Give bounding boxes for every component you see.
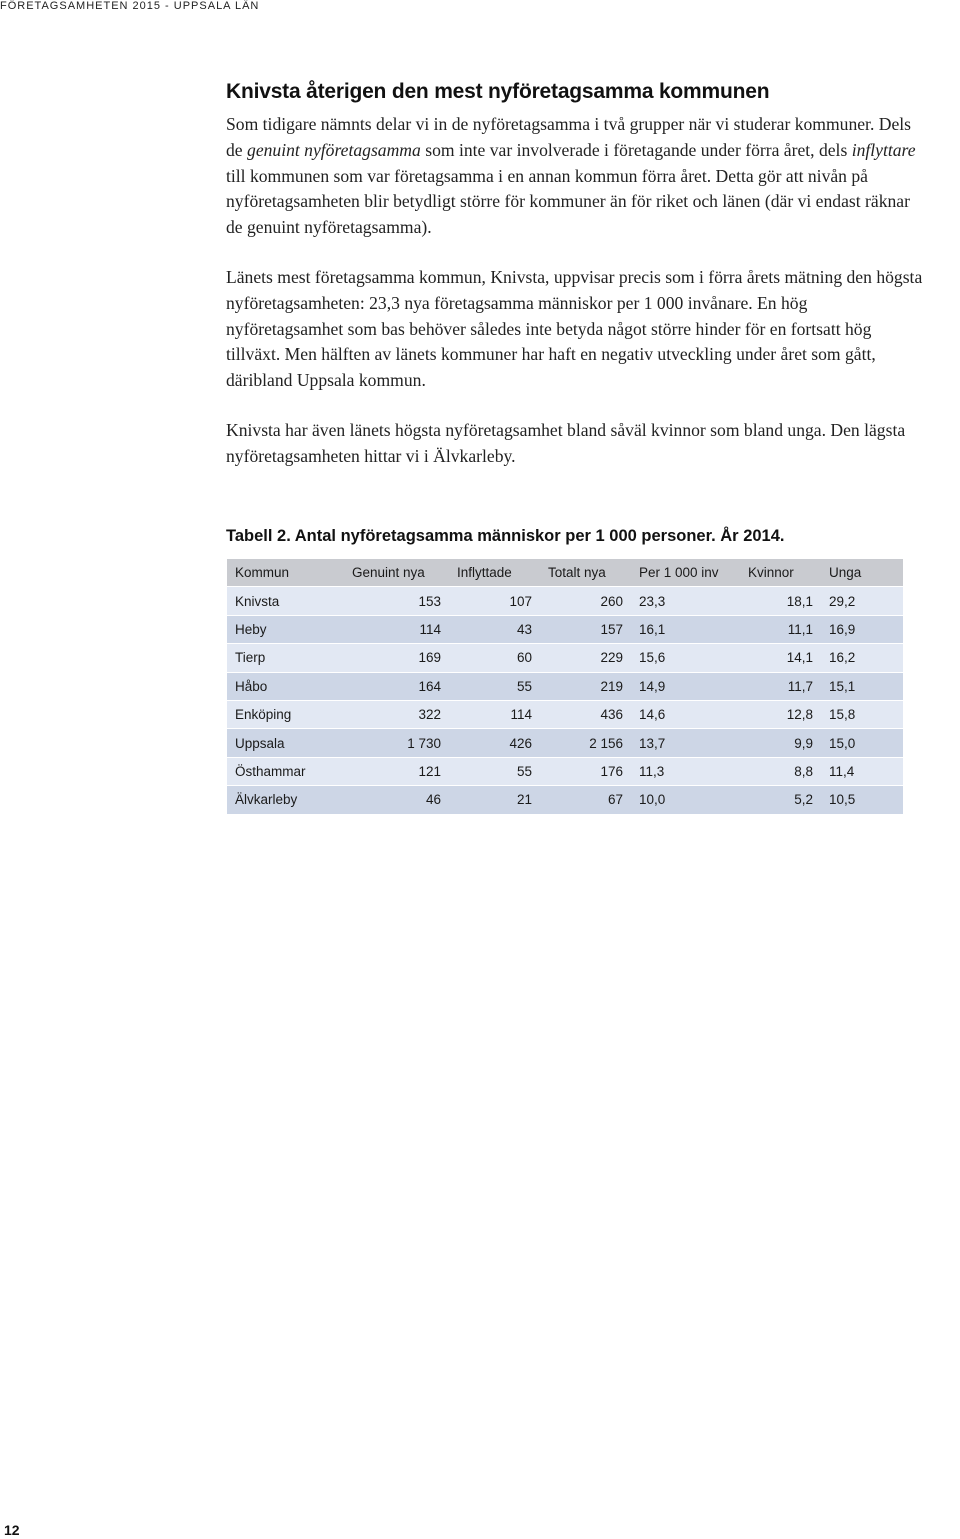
table-cell-value: 29,2 bbox=[821, 587, 903, 615]
table-cell-value: 16,2 bbox=[821, 644, 903, 672]
table-cell-kommun: Heby bbox=[227, 615, 344, 643]
table-cell-value: 219 bbox=[540, 672, 631, 700]
table-row bbox=[227, 757, 903, 785]
table-cell-value: 14,9 bbox=[631, 672, 740, 700]
table-cell-kommun: Håbo bbox=[227, 672, 344, 700]
table-cell-kommun: Tierp bbox=[227, 644, 344, 672]
table-row bbox=[227, 672, 903, 700]
paragraph-2: Länets mest företagsamma kommun, Knivsta, uppvisar precis som i förra årets mätning den högsta nyföretagsamheten: 23,3 nya företagsamma människor per 1 000 invånare. En hög nyföretagsamhet som bas behöver således inte betyda något större hinder för en fortsatt hög tillväxt. Men hälften av länets kommuner har haft en negativ utveckling under året som gått, däribland Uppsala kommun. bbox=[226, 266, 923, 391]
table-cell-value: 1 730 bbox=[344, 729, 449, 757]
table-cell-value: 11,3 bbox=[631, 757, 740, 785]
table-cell-value: 43 bbox=[449, 615, 540, 643]
table-cell-value: 229 bbox=[540, 644, 631, 672]
table-cell-value: 60 bbox=[449, 644, 540, 672]
table-cell-value: 15,0 bbox=[821, 729, 903, 757]
table-cell-value: 153 bbox=[344, 587, 449, 615]
table-body bbox=[227, 587, 903, 814]
paragraph-1-text-a: Som tidigare nämnts delar vi in de nyföretagsamma i två grupper när vi studerar kommuner. Dels de bbox=[226, 114, 911, 160]
table-cell-value: 322 bbox=[344, 700, 449, 728]
paragraph-3: Knivsta har även länets högsta nyföretagsamhet bland såväl kvinnor som bland unga. Den lägsta nyföretagsamheten hittar vi i Älvkarleby. bbox=[226, 419, 906, 466]
data-table bbox=[227, 559, 903, 815]
table-cell-value: 67 bbox=[540, 786, 631, 814]
table-cell-value: 5,2 bbox=[740, 786, 821, 814]
table-cell-value: 2 156 bbox=[540, 729, 631, 757]
table-cell-value: 21 bbox=[449, 786, 540, 814]
table-cell-value: 13,7 bbox=[631, 729, 740, 757]
paragraph-1-emphasis-inflyttare: inflyttare bbox=[851, 139, 916, 160]
table-row bbox=[227, 786, 903, 814]
table-cell-value: 114 bbox=[449, 700, 540, 728]
table-cell-value: 14,6 bbox=[631, 700, 740, 728]
table-row bbox=[227, 615, 903, 643]
table-cell-value: 16,1 bbox=[631, 615, 740, 643]
table-row bbox=[227, 700, 903, 728]
table-cell-kommun: Enköping bbox=[227, 700, 344, 728]
column-header-kommun: Kommun bbox=[227, 559, 344, 587]
table-cell-value: 46 bbox=[344, 786, 449, 814]
table-cell-value: 114 bbox=[344, 615, 449, 643]
table-cell-value: 157 bbox=[540, 615, 631, 643]
table-cell-value: 23,3 bbox=[631, 587, 740, 615]
table-cell-kommun: Östhammar bbox=[227, 757, 344, 785]
table-row bbox=[227, 587, 903, 615]
table-cell-value: 18,1 bbox=[740, 587, 821, 615]
table-cell-kommun: Uppsala bbox=[227, 729, 344, 757]
table-row bbox=[227, 729, 903, 757]
table-title: Tabell 2. Antal nyföretagsamma människor per 1 000 personer. År 2014. bbox=[226, 527, 785, 545]
table-cell-value: 55 bbox=[449, 672, 540, 700]
table-cell-value: 10,5 bbox=[821, 786, 903, 814]
column-header-totalt-nya: Totalt nya bbox=[540, 559, 631, 587]
table-cell-kommun: Älvkarleby bbox=[227, 786, 344, 814]
table-cell-value: 169 bbox=[344, 644, 449, 672]
table-row bbox=[227, 644, 903, 672]
column-header-kvinnor: Kvinnor bbox=[740, 559, 821, 587]
table-cell-value: 107 bbox=[449, 587, 540, 615]
table-cell-value: 426 bbox=[449, 729, 540, 757]
paragraph-1-text-c: till kommunen som var företagsamma i en annan kommun förra året. Detta gör att nivån på nyföretagsamheten blir betydligt större för kommuner än för riket och länen (där vi endast räknar de genuint nyföretagsamma). bbox=[226, 165, 910, 238]
table-cell-value: 14,1 bbox=[740, 644, 821, 672]
table-cell-value: 436 bbox=[540, 700, 631, 728]
table-cell-value: 12,8 bbox=[740, 700, 821, 728]
column-header-inflyttade: Inflyttade bbox=[449, 559, 540, 587]
running-header: FÖRETAGSAMHETEN 2015 - UPPSALA LÄN bbox=[0, 0, 260, 12]
main-content bbox=[226, 80, 926, 470]
table-cell-value: 11,7 bbox=[740, 672, 821, 700]
table-cell-value: 55 bbox=[449, 757, 540, 785]
column-header-genuint-nya: Genuint nya bbox=[344, 559, 449, 587]
table-cell-value: 11,1 bbox=[740, 615, 821, 643]
section-heading: Knivsta återigen den mest nyföretagsamma kommunen bbox=[226, 80, 770, 103]
table-cell-value: 15,1 bbox=[821, 672, 903, 700]
table-cell-value: 9,9 bbox=[740, 729, 821, 757]
table-cell-value: 16,9 bbox=[821, 615, 903, 643]
table-cell-value: 164 bbox=[344, 672, 449, 700]
table-cell-value: 121 bbox=[344, 757, 449, 785]
table-cell-value: 10,0 bbox=[631, 786, 740, 814]
paragraph-1 bbox=[226, 112, 926, 241]
table-cell-value: 11,4 bbox=[821, 757, 903, 785]
table-cell-value: 8,8 bbox=[740, 757, 821, 785]
table-cell-value: 176 bbox=[540, 757, 631, 785]
table-header-row bbox=[227, 559, 903, 587]
page-number: 12 bbox=[4, 1522, 20, 1538]
paragraph-1-emphasis-genuint: genuint nyföretagsamma bbox=[247, 139, 421, 160]
table-cell-value: 260 bbox=[540, 587, 631, 615]
paragraph-1-text-b: som inte var involverade i företagande under förra året, dels bbox=[420, 139, 852, 160]
column-header-per-1000-inv: Per 1 000 inv bbox=[631, 559, 740, 587]
table-cell-value: 15,6 bbox=[631, 644, 740, 672]
table-cell-value: 15,8 bbox=[821, 700, 903, 728]
column-header-unga: Unga bbox=[821, 559, 903, 587]
table-cell-kommun: Knivsta bbox=[227, 587, 344, 615]
